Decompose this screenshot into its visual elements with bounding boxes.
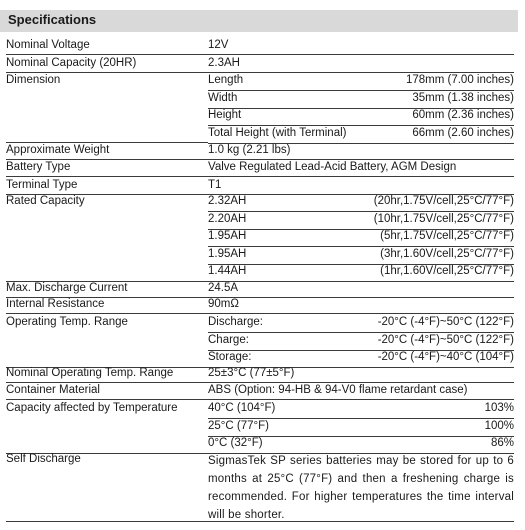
spec-subrow-value: (1hr,1.60V/cell,25°C/77°F) (380, 265, 514, 277)
spec-subrow (208, 194, 514, 212)
spec-label: Self Discharge (6, 453, 81, 465)
spec-subrow-name: 2.32AH (208, 195, 247, 207)
spec-subrow (208, 419, 514, 437)
spec-subrow-name: 1.44AH (208, 265, 247, 277)
spec-subrow-name: 2.20AH (208, 212, 247, 225)
spec-subrow-value: -20°C (-4°F)~50°C (122°F) (377, 333, 514, 346)
spec-label: Nominal Capacity (20HR) (6, 57, 137, 69)
spec-subrow-value: (3hr,1.60V/cell,25°C/77°F) (380, 247, 514, 260)
spec-subrow-name: 1.95AH (208, 247, 247, 260)
spec-row (6, 178, 514, 195)
spec-subrow (208, 333, 514, 351)
row-divider (6, 313, 514, 314)
spec-row (6, 366, 514, 383)
spec-subrow-value: 178mm (7.00 inches) (405, 74, 514, 86)
spec-row (6, 315, 514, 368)
spec-subrow (208, 264, 514, 282)
spec-row (6, 73, 514, 143)
spec-subrow-name: Height (208, 109, 242, 121)
row-divider (6, 399, 514, 400)
row-divider (6, 521, 514, 522)
spec-label: Nominal Voltage (6, 39, 90, 51)
spec-row (6, 297, 514, 314)
row-divider (6, 176, 514, 177)
spec-row (6, 452, 514, 522)
spec-subrow-value: -20°C (-4°F)~50°C (122°F) (377, 316, 514, 328)
spec-subrow (208, 126, 514, 144)
spec-subrow-name: Discharge: (208, 316, 263, 328)
spec-subrow-value: 66mm (2.60 inches) (412, 126, 514, 139)
spec-value-paragraph: SigmasTek SP series batteries may be stored for up to 6 months at 25°C (77°F) and then a freshening charge is recommended. For higher temperatures the time interval will be shorter. (208, 455, 514, 521)
spec-label: Operating Temp. Range (6, 316, 128, 328)
spec-row (6, 194, 514, 282)
spec-label: Rated Capacity (6, 195, 85, 207)
spec-row (6, 281, 514, 298)
spec-label: Terminal Type (6, 179, 78, 191)
spec-label: Nominal Operating Temp. Range (6, 367, 174, 379)
spec-value: 90mΩ (208, 298, 239, 310)
spec-subrow (208, 212, 514, 230)
spec-subrow-value: 35mm (1.38 inches) (412, 91, 514, 104)
spec-subrow-value: -20°C (-4°F)~40°C (104°F) (377, 351, 514, 363)
spec-value: 12V (208, 39, 229, 51)
spec-value: Valve Regulated Lead-Acid Battery, AGM Design (208, 161, 457, 173)
spec-subrow-value: 100% (484, 419, 514, 432)
section-header (0, 10, 518, 32)
spec-label: Capacity affected by Temperature (6, 402, 178, 414)
spec-label: Dimension (6, 74, 61, 86)
spec-label: Internal Resistance (6, 298, 105, 310)
spec-subrow-value: 103% (484, 402, 514, 414)
spec-row (6, 56, 514, 73)
spec-subrow-name: Charge: (208, 333, 249, 346)
spec-subrow-name: 40°C (104°F) (208, 402, 276, 414)
spec-value: 2.3AH (208, 57, 240, 69)
spec-label: Approximate Weight (6, 144, 110, 156)
spec-subrow-name: Width (208, 91, 238, 104)
spec-row (6, 143, 514, 160)
spec-subrow-name: 0°C (32°F) (208, 437, 263, 449)
spec-subrow (208, 401, 514, 419)
spec-row (6, 383, 514, 400)
spec-subrow-value: 86% (490, 437, 514, 449)
spec-subrow-value: 60mm (2.36 inches) (412, 109, 514, 121)
spec-label: Max. Discharge Current (6, 282, 128, 294)
spec-subrow-name: 1.95AH (208, 230, 247, 242)
spec-subrow (208, 73, 514, 91)
spec-subrow-value: (10hr,1.75V/cell,25°C/77°F) (373, 212, 514, 225)
spec-subrow-name: Length (208, 74, 244, 86)
spec-value: 1.0 kg (2.21 lbs) (208, 144, 291, 156)
spec-subrow-name: 25°C (77°F) (208, 419, 269, 432)
spec-row (6, 160, 514, 177)
spec-value: 24.5A (208, 282, 239, 294)
spec-value: T1 (208, 179, 222, 191)
spec-label: Battery Type (6, 161, 71, 173)
section-title: Specifications (8, 12, 97, 27)
spec-subrow (208, 229, 514, 247)
spec-row (6, 38, 514, 55)
spec-value: ABS (Option: 94-HB & 94-V0 flame retardant case) (208, 384, 468, 396)
spec-row (6, 401, 514, 454)
spec-subrow (208, 91, 514, 109)
spec-subrow (208, 247, 514, 265)
spec-label: Container Material (6, 384, 100, 396)
spec-subrow-name: Storage: (208, 351, 252, 363)
spec-subrow (208, 108, 514, 126)
spec-subrow-value: (5hr,1.75V/cell,25°C/77°F) (380, 230, 514, 242)
spec-subrow-value: (20hr,1.75V/cell,25°C/77°F) (373, 195, 514, 207)
row-divider (6, 54, 514, 55)
spec-subrow-name: Total Height (with Terminal) (208, 126, 347, 139)
spec-value: 25±3°C (77±5°F) (208, 367, 295, 379)
spec-subrow (208, 315, 514, 333)
